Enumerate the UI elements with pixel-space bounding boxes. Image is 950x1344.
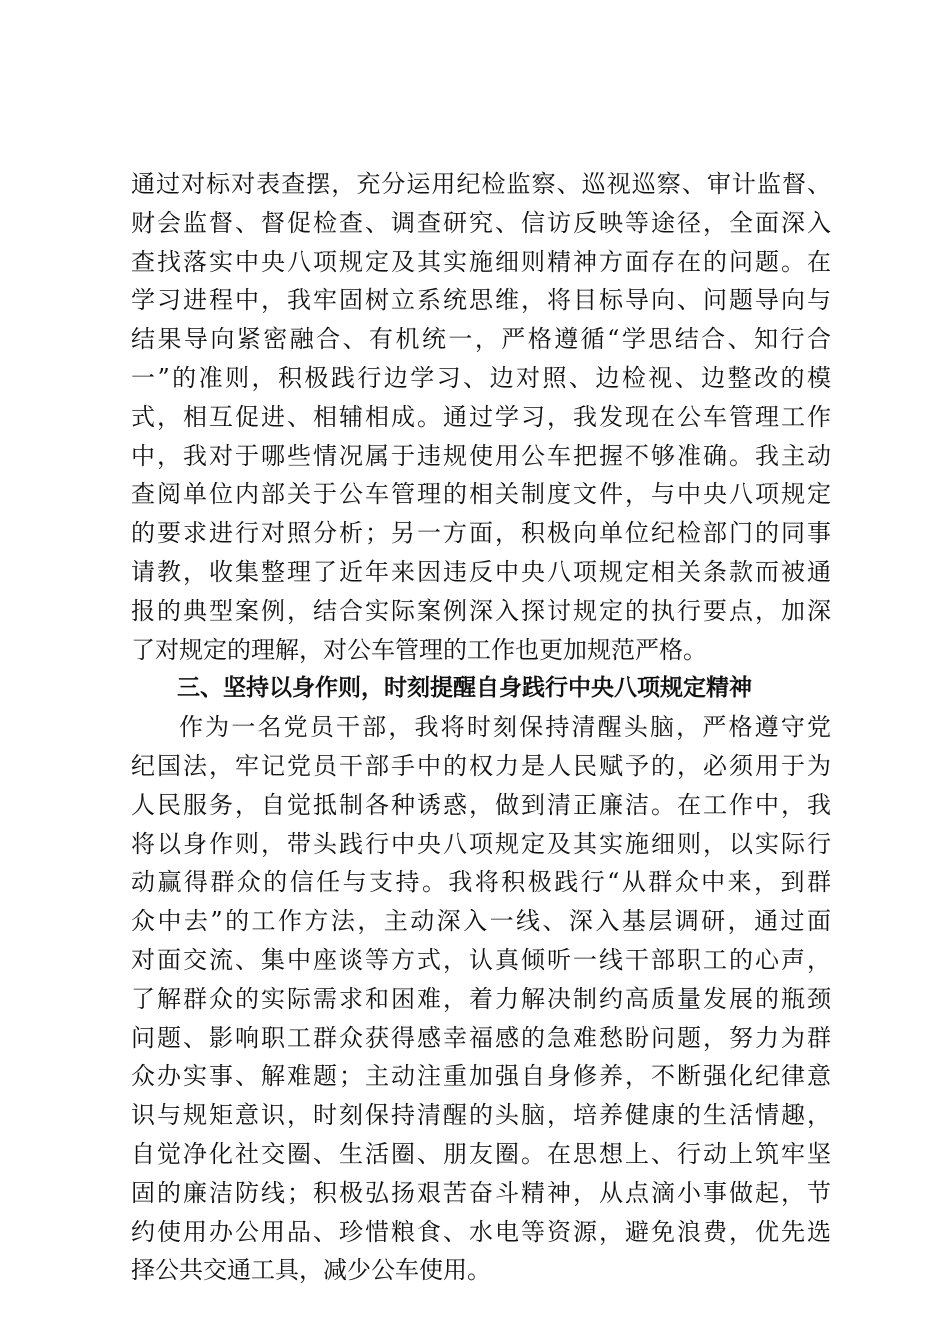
text-line: 财会监督、督促检查、调查研究、信访反映等途径，全面深入 [131, 208, 831, 237]
text-line: 了对规定的理解，对公车管理的工作也更加规范严格。 [131, 635, 707, 664]
text-line: 查找落实中央八项规定及其实施细则精神方面存在的问题。在 [131, 247, 831, 276]
text-line: 通过对标对表查摆，充分运用纪检监察、巡视巡察、审计监督、 [131, 170, 831, 198]
text-line: 择公共交通工具，减少公车使用。 [131, 1256, 491, 1285]
text-line: 一”的准则，积极践行边学习、边对照、边检视、边整改的模 [131, 363, 831, 392]
paragraph-2 [131, 708, 831, 1290]
text-line: 自觉净化社交圈、生活圈、朋友圈。在思想上、行动上筑牢坚 [131, 1139, 831, 1168]
text-line: 查阅单位内部关于公车管理的相关制度文件，与中央八项规定 [131, 480, 831, 509]
text-line: 识与规矩意识，时刻保持清醒的头脑，培养健康的生活情趣， [131, 1101, 831, 1130]
text-line: 动赢得群众的信任与支持。我将积极践行“从群众中来，到群 [131, 868, 831, 897]
text-line: 将以身作则，带头践行中央八项规定及其实施细则，以实际行 [131, 829, 831, 858]
text-line: 约使用办公用品、珍惜粮食、水电等资源，避免浪费，优先选 [131, 1217, 831, 1246]
text-line: 固的廉洁防线；积极弘扬艰苦奋斗精神，从点滴小事做起，节 [131, 1178, 831, 1207]
text-line: 报的典型案例，结合实际案例深入探讨规定的执行要点，加深 [131, 596, 831, 625]
paragraph-1 [131, 165, 831, 669]
text-line: 对面交流、集中座谈等方式，认真倾听一线干部职工的心声， [131, 945, 831, 974]
text-line: 请教，收集整理了近年来因违反中央八项规定相关条款而被通 [131, 557, 831, 586]
section-heading: 三、坚持以身作则，时刻提醒自身践行中央八项规定精神 [177, 675, 752, 702]
text-line: 中，我对于哪些情况属于违规使用公车把握不够准确。我主动 [131, 441, 831, 470]
document-body [131, 165, 831, 1290]
text-line: 问题、影响职工群众获得感幸福感的急难愁盼问题，努力为群 [131, 1023, 831, 1052]
text-line: 众中去”的工作方法，主动深入一线、深入基层调研，通过面 [131, 907, 831, 936]
text-line: 了解群众的实际需求和困难，着力解决制约高质量发展的瓶颈 [131, 984, 831, 1013]
text-line: 众办实事、解难题；主动注重加强自身修养，不断强化纪律意 [131, 1062, 831, 1091]
text-line: 结果导向紧密融合、有机统一，严格遵循“学思结合、知行合 [131, 325, 831, 354]
text-line: 学习进程中，我牢固树立系统思维，将目标导向、问题导向与 [131, 286, 831, 315]
text-line: 纪国法，牢记党员干部手中的权力是人民赋予的，必须用于为 [131, 751, 831, 780]
text-line: 式，相互促进、相辅相成。通过学习，我发现在公车管理工作 [131, 402, 831, 431]
text-line: 人民服务，自觉抵制各种诱惑，做到清正廉洁。在工作中，我 [131, 790, 831, 819]
text-line: 作为一名党员干部，我将时刻保持清醒头脑，严格遵守党 [179, 713, 831, 742]
text-line: 的要求进行对照分析；另一方面，积极向单位纪检部门的同事 [131, 519, 831, 548]
